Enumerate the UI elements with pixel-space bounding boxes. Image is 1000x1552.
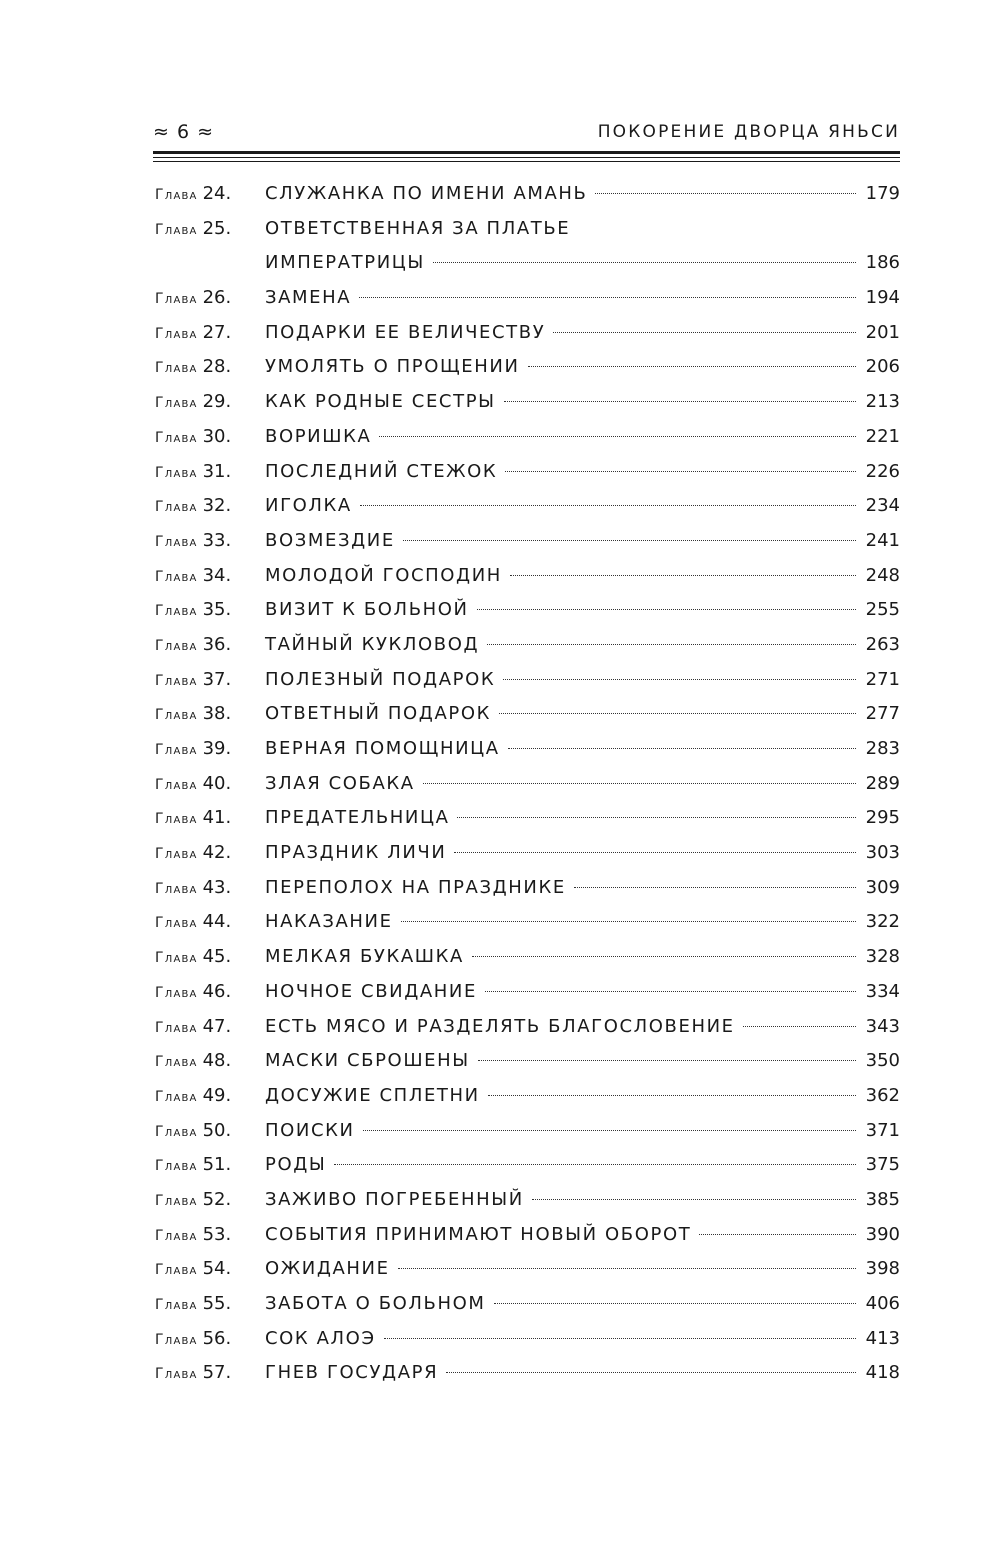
toc-chapter-number: 49. [202, 1084, 232, 1106]
toc-chapter-number: 40. [202, 772, 232, 794]
toc-chapter-label [155, 1148, 265, 1184]
toc-chapter-word: Глава [155, 360, 198, 377]
toc-chapter-title: ОТВЕТСТВЕННАЯ ЗА ПЛАТЬЕ [265, 217, 571, 239]
toc-page-number: 234 [865, 495, 900, 517]
toc-page-number: 303 [865, 842, 900, 864]
toc-chapter-word: Глава [155, 603, 198, 620]
toc-page-number: 271 [865, 668, 900, 690]
toc-page-number: 226 [865, 460, 900, 482]
toc-page-number: 179 [865, 183, 900, 204]
toc-chapter-label [155, 940, 265, 976]
toc-chapter-word: Глава [155, 291, 198, 308]
toc-chapter-word: Глава [155, 499, 198, 516]
toc-page-number: 194 [865, 287, 900, 309]
toc-chapter-label [155, 524, 265, 560]
toc-entry [155, 940, 900, 975]
toc-chapter-number: 27. [202, 321, 232, 343]
toc-chapter-word: Глава [155, 568, 198, 585]
toc-chapter-label [155, 559, 265, 595]
toc-chapter-label [155, 905, 265, 941]
toc-chapter-word: Глава [155, 637, 198, 654]
toc-entry [155, 697, 900, 732]
toc-chapter-word: Глава [155, 395, 198, 412]
toc-page-number: 375 [865, 1154, 900, 1176]
toc-dot-leader [488, 1095, 856, 1096]
toc-chapter-title: КАК РОДНЫЕ СЕСТРЫ [265, 391, 496, 413]
toc-chapter-label [155, 489, 265, 525]
toc-page-number: 418 [865, 1362, 900, 1384]
toc-dot-leader [363, 1130, 856, 1131]
toc-chapter-title: ВОРИШКА [265, 425, 372, 447]
toc-chapter-title: СОК АЛОЭ [265, 1327, 376, 1349]
toc-chapter-title: ПОДАРКИ ЕЕ ВЕЛИЧЕСТВУ [265, 321, 546, 343]
toc-dot-leader [472, 956, 856, 957]
toc-page-number: 295 [865, 807, 900, 829]
toc-chapter-number: 41. [202, 807, 232, 829]
toc-entry [155, 177, 900, 212]
toc-chapter-number: 33. [202, 529, 232, 551]
toc-chapter-word: Глава [155, 915, 198, 932]
toc-chapter-title: РОДЫ [265, 1154, 327, 1176]
toc-page-number: 406 [865, 1293, 900, 1314]
toc-dot-leader [454, 852, 856, 853]
toc-dot-leader [494, 1303, 856, 1304]
toc-entry [155, 1044, 900, 1079]
toc-chapter-number: 30. [202, 425, 232, 447]
toc-chapter-number: 55. [202, 1293, 232, 1314]
toc-entry [155, 1114, 900, 1149]
toc-page-number: 213 [865, 391, 900, 413]
toc-dot-leader [487, 644, 856, 645]
toc-chapter-number: 47. [202, 1015, 232, 1037]
toc-chapter-label [155, 316, 265, 352]
toc-chapter-word: Глава [155, 1331, 198, 1348]
toc-chapter-word: Глава [155, 1054, 198, 1071]
toc-chapter-word: Глава [155, 1366, 198, 1383]
toc-chapter-number: 51. [202, 1154, 232, 1176]
toc-chapter-title: ВИЗИТ К БОЛЬНОЙ [265, 599, 469, 621]
toc-page-number: 263 [865, 633, 900, 655]
toc-chapter-label [155, 697, 265, 733]
toc-chapter-title: ВОЗМЕЗДИЕ [265, 529, 395, 551]
toc-page-number: 334 [865, 980, 900, 1002]
toc-chapter-title: МЕЛКАЯ БУКАШКА [265, 946, 464, 968]
toc-chapter-label [155, 1010, 265, 1046]
toc-entry [155, 1218, 900, 1253]
toc-entry [155, 836, 900, 871]
toc-chapter-word: Глава [155, 880, 198, 897]
toc-chapter-label [155, 1079, 265, 1115]
toc-chapter-number: 29. [202, 391, 232, 413]
toc-chapter-word: Глава [155, 1227, 198, 1244]
toc-dot-leader [743, 1026, 856, 1027]
toc-chapter-label [155, 1322, 265, 1358]
toc-entry [155, 420, 900, 455]
toc-dot-leader [504, 401, 856, 402]
toc-chapter-label [155, 975, 265, 1011]
toc-chapter-word: Глава [155, 742, 198, 758]
toc-chapter-title: ЗАЖИВО ПОГРЕБЕННЫЙ [265, 1188, 524, 1210]
toc-entry [155, 212, 900, 247]
toc-page-number: 277 [865, 703, 900, 725]
toc-chapter-label [155, 1183, 265, 1219]
toc-dot-leader [360, 505, 856, 506]
toc-entry [155, 1010, 900, 1045]
toc-chapter-number: 34. [202, 564, 232, 586]
toc-page-number: 385 [865, 1188, 900, 1210]
toc-chapter-number: 45. [202, 946, 232, 968]
toc-dot-leader [359, 297, 856, 298]
toc-chapter-word: Глава [155, 1123, 198, 1140]
header-rule-thin [153, 157, 900, 158]
toc-page-number: 350 [865, 1050, 900, 1072]
toc-entry [155, 1183, 900, 1218]
toc-entry [155, 628, 900, 663]
toc-dot-leader [457, 817, 856, 818]
toc-dot-leader [574, 887, 856, 888]
toc-chapter-word: Глава [155, 429, 198, 446]
toc-dot-leader [505, 471, 856, 472]
toc-entry [155, 1287, 900, 1322]
toc-chapter-title: ПРЕДАТЕЛЬНИЦА [265, 807, 450, 829]
toc-chapter-title: ТАЙНЫЙ КУКЛОВОД [265, 633, 480, 655]
toc-chapter-title: СЛУЖАНКА ПО ИМЕНИ АМАНЬ [265, 183, 588, 204]
toc-entry [155, 871, 900, 906]
toc-chapter-label [155, 1252, 265, 1288]
page-number: ≈ 6 ≈ [153, 121, 215, 143]
toc-entry [155, 663, 900, 698]
toc-page-number: 343 [865, 1015, 900, 1037]
toc-chapter-label [155, 628, 265, 664]
toc-chapter-number: 37. [202, 668, 232, 690]
toc-page-number: 390 [865, 1223, 900, 1245]
toc-chapter-word: Глава [155, 672, 198, 689]
toc-chapter-number: 28. [202, 356, 232, 378]
toc-page-number: 309 [865, 876, 900, 898]
toc-chapter-label [155, 1218, 265, 1254]
toc-chapter-word: Глава [155, 325, 198, 342]
toc-chapter-word: Глава [155, 776, 198, 793]
toc-chapter-title: МОЛОДОЙ ГОСПОДИН [265, 564, 502, 586]
toc-page-number: 413 [865, 1327, 900, 1349]
toc-chapter-title: ДОСУЖИЕ СПЛЕТНИ [265, 1084, 480, 1106]
toc-dot-leader [334, 1164, 856, 1165]
toc-chapter-title: ПОСЛЕДНИЙ СТЕЖОК [265, 460, 498, 482]
toc-chapter-label [155, 420, 265, 456]
toc-chapter-label [155, 212, 265, 248]
toc-chapter-label [155, 281, 265, 317]
toc-page-number: 371 [865, 1119, 900, 1141]
toc-page-number: 241 [865, 529, 900, 551]
toc-entry [155, 281, 900, 316]
toc-chapter-title: ЗАМЕНА [265, 287, 352, 309]
toc-dot-leader [384, 1338, 856, 1339]
toc-entry [155, 1148, 900, 1183]
toc-chapter-word: Глава [155, 846, 198, 863]
toc-dot-leader [433, 262, 856, 263]
toc-chapter-title: ОТВЕТНЫЙ ПОДАРОК [265, 703, 491, 725]
toc-chapter-label [155, 732, 265, 768]
toc-dot-leader [699, 1234, 856, 1235]
toc-page-number: 362 [865, 1084, 900, 1106]
toc-entry-continuation [155, 246, 900, 281]
toc-entry [155, 559, 900, 594]
toc-dot-leader [398, 1268, 856, 1269]
toc-chapter-number: 56. [202, 1327, 232, 1349]
toc-entry [155, 524, 900, 559]
toc-chapter-label [155, 593, 265, 629]
toc-chapter-number: 54. [202, 1258, 232, 1280]
toc-chapter-number: 43. [202, 876, 232, 898]
toc-chapter-number: 44. [202, 911, 232, 933]
toc-chapter-label [155, 663, 265, 699]
toc-entry [155, 732, 900, 767]
toc-entry [155, 489, 900, 524]
toc-chapter-word: Глава [155, 811, 198, 828]
toc-dot-leader [595, 193, 856, 194]
toc-page-number: 221 [865, 425, 900, 447]
toc-chapter-label [155, 1044, 265, 1080]
toc-chapter-word: Глава [155, 533, 198, 550]
toc-chapter-number: 42. [202, 842, 232, 864]
toc-chapter-number: 57. [202, 1362, 232, 1384]
toc-entry [155, 455, 900, 490]
toc-dot-leader [503, 679, 856, 680]
toc-page-number: 186 [865, 252, 900, 274]
toc-chapter-title: ИМПЕРАТРИЦЫ [265, 252, 425, 274]
toc-entry [155, 350, 900, 385]
toc-chapter-label [155, 177, 265, 213]
toc-chapter-label [155, 1114, 265, 1150]
toc-entry [155, 316, 900, 351]
toc-chapter-word: Глава [155, 1297, 198, 1313]
toc-dot-leader [532, 1199, 856, 1200]
toc-entry [155, 1252, 900, 1287]
toc-dot-leader [478, 1060, 856, 1061]
header-rule-thick [153, 151, 900, 154]
toc-chapter-number: 31. [202, 460, 232, 482]
toc-chapter-title: НОЧНОЕ СВИДАНИЕ [265, 980, 477, 1002]
table-of-contents [155, 177, 900, 1391]
toc-chapter-number: 48. [202, 1050, 232, 1072]
toc-chapter-number: 46. [202, 980, 232, 1002]
toc-dot-leader [379, 436, 856, 437]
toc-chapter-number: 35. [202, 599, 232, 621]
toc-dot-leader [485, 991, 856, 992]
toc-entry [155, 975, 900, 1010]
toc-chapter-word: Глава [155, 1019, 198, 1036]
toc-chapter-title: ПРАЗДНИК ЛИЧИ [265, 842, 447, 864]
toc-chapter-title: СОБЫТИЯ ПРИНИМАЮТ НОВЫЙ ОБОРОТ [265, 1223, 692, 1245]
toc-chapter-number: 52. [202, 1188, 232, 1210]
toc-chapter-word: Глава [155, 950, 198, 967]
toc-chapter-label [155, 385, 265, 421]
toc-chapter-word: Глава [155, 1192, 198, 1209]
toc-chapter-title: ЕСТЬ МЯСО И РАЗДЕЛЯТЬ БЛАГОСЛОВЕНИЕ [265, 1015, 735, 1037]
toc-chapter-word: Глава [155, 707, 198, 724]
toc-chapter-number: 50. [202, 1119, 232, 1141]
toc-chapter-word: Глава [155, 1088, 198, 1105]
toc-dot-leader [499, 713, 856, 714]
toc-entry [155, 385, 900, 420]
toc-page-number: 289 [865, 772, 900, 794]
toc-chapter-title: ПЕРЕПОЛОХ НА ПРАЗДНИКЕ [265, 876, 566, 898]
toc-chapter-number: 38. [202, 703, 232, 725]
toc-chapter-title: ПОЛЕЗНЫЙ ПОДАРОК [265, 668, 496, 690]
toc-chapter-word: Глава [155, 1158, 198, 1175]
toc-chapter-label [155, 767, 265, 803]
toc-chapter-title: УМОЛЯТЬ О ПРОЩЕНИИ [265, 356, 520, 378]
toc-dot-leader [423, 783, 856, 784]
toc-page-number: 248 [865, 564, 900, 586]
toc-page-number: 283 [865, 738, 900, 759]
toc-chapter-title: МАСКИ СБРОШЕНЫ [265, 1050, 470, 1072]
toc-chapter-title: НАКАЗАНИЕ [265, 911, 393, 933]
toc-dot-leader [553, 332, 856, 333]
toc-dot-leader [401, 921, 856, 922]
book-title: ПОКОРЕНИЕ ДВОРЦА ЯНЬСИ [597, 122, 900, 142]
toc-entry [155, 1322, 900, 1357]
toc-chapter-title: ЗАБОТА О БОЛЬНОМ [265, 1293, 486, 1314]
header-rule-thin [153, 161, 900, 162]
toc-page-number: 398 [865, 1258, 900, 1280]
toc-chapter-number: 36. [202, 633, 232, 655]
toc-dot-leader [510, 575, 856, 576]
toc-entry [155, 905, 900, 940]
toc-page-number: 255 [865, 599, 900, 621]
toc-chapter-number: 25. [202, 217, 232, 239]
toc-chapter-label [155, 1356, 265, 1392]
toc-chapter-word: Глава [155, 187, 198, 203]
toc-entry [155, 767, 900, 802]
toc-page-number: 322 [865, 911, 900, 933]
toc-page-number: 201 [865, 321, 900, 343]
running-header [153, 117, 900, 147]
toc-entry [155, 593, 900, 628]
toc-chapter-word: Глава [155, 221, 198, 238]
toc-chapter-title: ОЖИДАНИЕ [265, 1258, 390, 1280]
toc-dot-leader [508, 748, 856, 749]
toc-chapter-number: 53. [202, 1223, 232, 1245]
toc-chapter-label [155, 350, 265, 386]
toc-chapter-label [155, 836, 265, 872]
toc-chapter-number: 32. [202, 495, 232, 517]
toc-dot-leader [477, 609, 856, 610]
toc-dot-leader [528, 366, 856, 367]
toc-chapter-title: ПОИСКИ [265, 1119, 355, 1141]
toc-entry [155, 801, 900, 836]
toc-chapter-title: ВЕРНАЯ ПОМОЩНИЦА [265, 738, 500, 759]
toc-chapter-word: Глава [155, 464, 198, 481]
toc-chapter-label [155, 1287, 265, 1323]
toc-chapter-word: Глава [155, 984, 198, 1001]
toc-page-number: 206 [865, 356, 900, 378]
toc-chapter-title: ГНЕВ ГОСУДАРЯ [265, 1362, 439, 1384]
toc-chapter-label [155, 871, 265, 907]
toc-chapter-title: ИГОЛКА [265, 495, 352, 517]
toc-chapter-label [155, 455, 265, 491]
toc-chapter-word: Глава [155, 1262, 198, 1279]
toc-dot-leader [403, 540, 856, 541]
toc-page-number: 328 [865, 946, 900, 968]
toc-chapter-label [155, 801, 265, 837]
toc-dot-leader [446, 1372, 856, 1373]
toc-chapter-number: 24. [202, 183, 232, 204]
toc-entry [155, 1079, 900, 1114]
toc-entry [155, 1356, 900, 1391]
toc-chapter-number: 39. [202, 738, 232, 759]
toc-chapter-title: ЗЛАЯ СОБАКА [265, 772, 415, 794]
toc-chapter-number: 26. [202, 287, 232, 309]
